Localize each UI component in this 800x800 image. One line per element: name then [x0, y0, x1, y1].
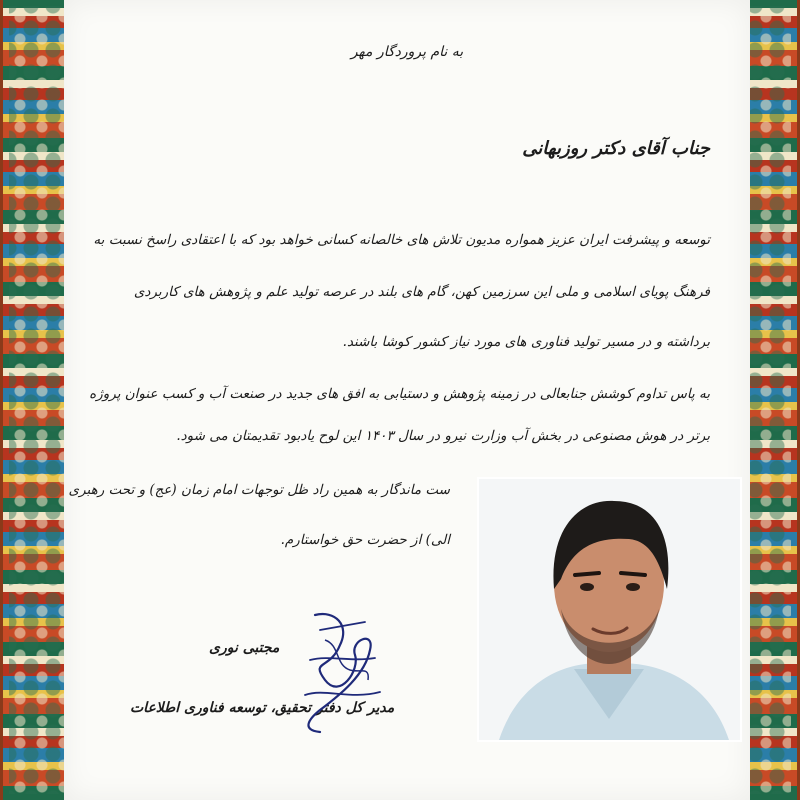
portrait-photo — [479, 479, 740, 740]
recipient-photo — [479, 479, 740, 740]
body-line: ست ماندگار به همین راد ظل توجهات امام زمان (عج) و تحت رهبری — [68, 482, 450, 498]
body-line: فرهنگ پویای اسلامی و ملی این سرزمین کهن، گام های بلند در عرصه تولید علم و پژوهش های کاربردی — [133, 284, 710, 300]
signer-name: مجتبی نوری — [209, 640, 280, 656]
letter-heading: به نام پروردگار مهر — [350, 44, 464, 60]
body-line: توسعه و پیشرفت ایران عزیز همواره مدیون تلاش های خالصانه کسانی خواهد بود که با اعتقادی راسخ نسبت به — [93, 232, 710, 248]
body-line: الی) از حضرت حق خواستارم. — [280, 532, 450, 548]
handwritten-signature — [280, 600, 390, 740]
body-line: به پاس تداوم کوشش جنابعالی در زمینه پژوهش و دستیابی به افق های جدید در صنعت آب و کسب عنوان پروژه — [89, 386, 710, 402]
signer-title: مدیر کل دفتر تحقیق، توسعه فناوری اطلاعات — [130, 700, 395, 716]
salutation: جناب آقای دکتر روزبهانی — [522, 138, 710, 159]
body-line: برتر در هوش مصنوعی در بخش آب وزارت نیرو در سال ۱۴۰۳ این لوح یادبود تقدیمتان می شود. — [176, 428, 710, 444]
body-line: برداشته و در مسیر تولید فناوری های مورد نیاز کشور کوشا باشند. — [342, 334, 710, 350]
